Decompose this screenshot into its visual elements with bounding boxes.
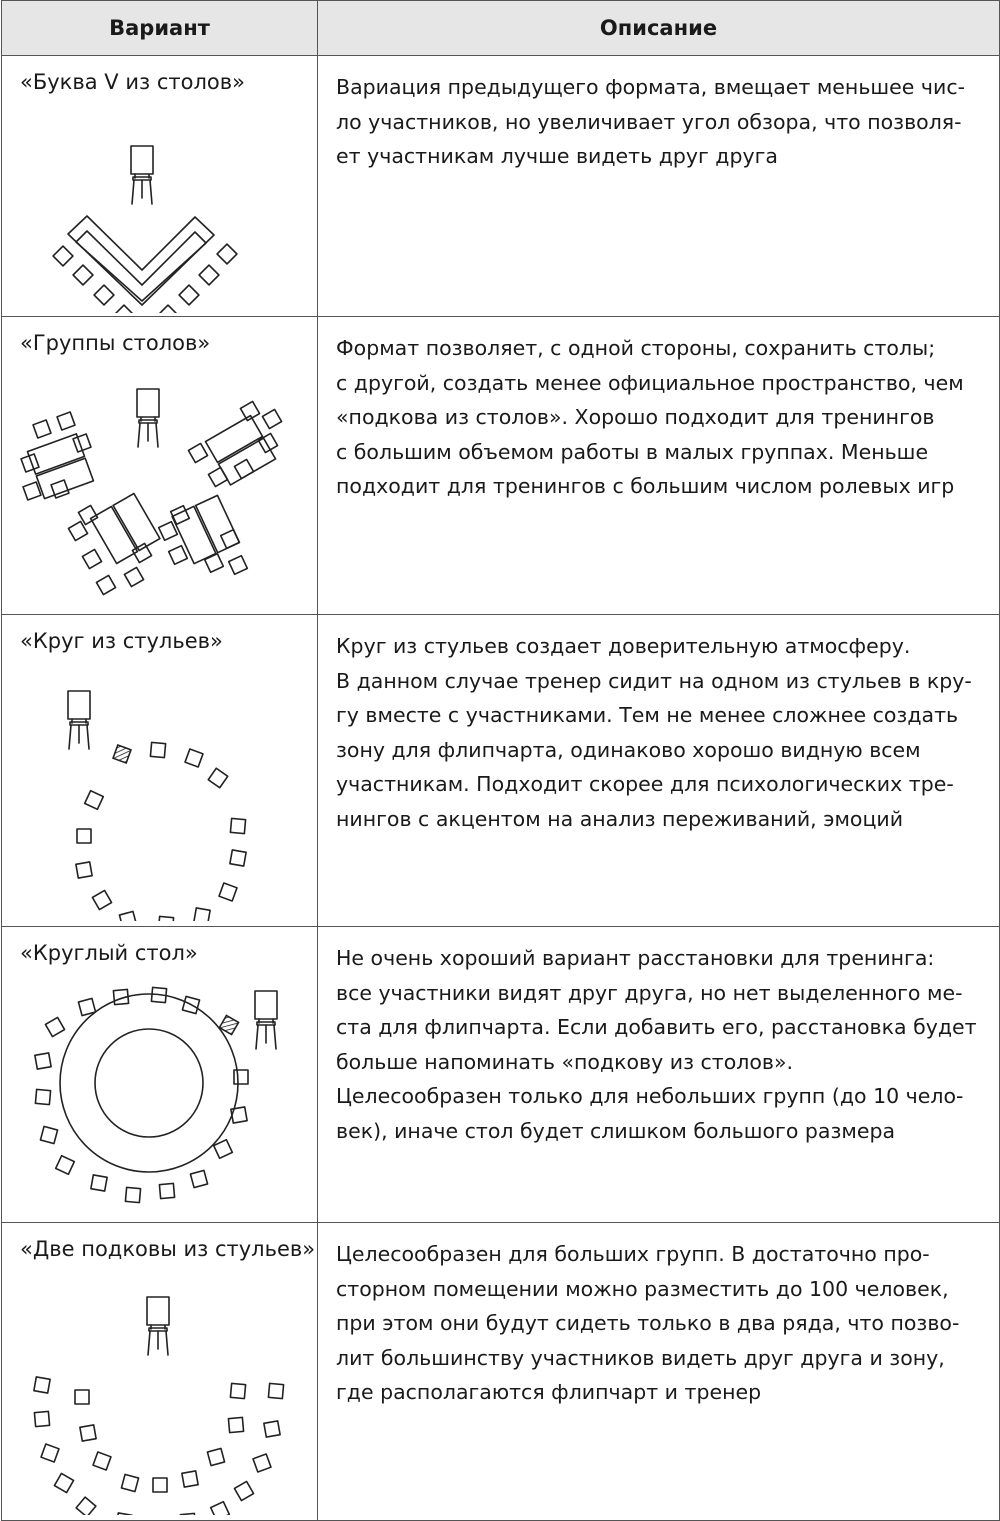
double-horseshoe-diagram <box>2 1265 318 1515</box>
description-cell <box>318 927 1000 1223</box>
header-row <box>2 1 1000 56</box>
description-text: Круг из стульев создает доверительную атмосферу. В данном случае тренер сидит на одном из стульев в кру- гу вместе с участниками. Тем не менее сложнее создать зону для флипчарта, одинаково хорошо видную всем участникам. Подходит скорее для психологических тре- нингов с акцентом на анализ переживаний, эмоций <box>336 634 972 831</box>
description-text: Не очень хороший вариант расстановки для тренинга: все участники видят друг друга, но нет выделенного ме- ста для флипчарта. Если добавить его, расстановка будет больше напоминать «подкову из столов». Целесообразен только для небольших групп (до 10 чело- век), иначе стол будет слишком большого размера <box>336 946 977 1143</box>
description-text: Целесообразен для больших групп. В достаточно про- сторном помещении можно разместить до 100 человек, при этом они будут сидеть только в два ряда, что позво- лит большинству участников видеть друг друга и зону, где располагаются флипчарт и тренер <box>336 1242 960 1404</box>
v-shape-tables-diagram <box>2 98 318 313</box>
table-groups-diagram <box>2 359 318 609</box>
variant-cell <box>2 317 318 615</box>
layout-table <box>1 0 1000 1521</box>
round-table-diagram <box>2 969 318 1217</box>
variant-name: «Круг из стульев» <box>20 629 223 653</box>
header-variant: Вариант <box>2 1 318 56</box>
variant-cell <box>2 927 318 1223</box>
variant-name: «Буква V из столов» <box>20 70 245 94</box>
variant-name: «Две подковы из стульев» <box>20 1237 316 1261</box>
description-cell <box>318 615 1000 927</box>
table-row <box>2 317 1000 615</box>
table-row <box>2 56 1000 317</box>
variant-name: «Круглый стол» <box>20 941 198 965</box>
header-description: Описание <box>318 1 1000 56</box>
table-row <box>2 1223 1000 1521</box>
variant-cell <box>2 56 318 317</box>
variant-cell <box>2 615 318 927</box>
variant-cell <box>2 1223 318 1521</box>
description-cell <box>318 317 1000 615</box>
table-row <box>2 927 1000 1223</box>
description-cell <box>318 1223 1000 1521</box>
description-text: Формат позволяет, с одной стороны, сохранить столы; с другой, создать менее официальное пространство, чем «подкова из столов». Хорошо подходит для тренингов с большим объемом работы в малых группах. Меньше подходит для тренингов с большим числом ролевых игр <box>336 336 964 498</box>
description-text: Вариация предыдущего формата, вмещает меньшее чис- ло участников, но увеличивает угол обзора, что позволя- ет участникам лучше видеть друг друга <box>336 75 966 168</box>
description-cell <box>318 56 1000 317</box>
table-row <box>2 615 1000 927</box>
variant-name: «Группы столов» <box>20 331 211 355</box>
chair-circle-diagram <box>2 657 318 921</box>
